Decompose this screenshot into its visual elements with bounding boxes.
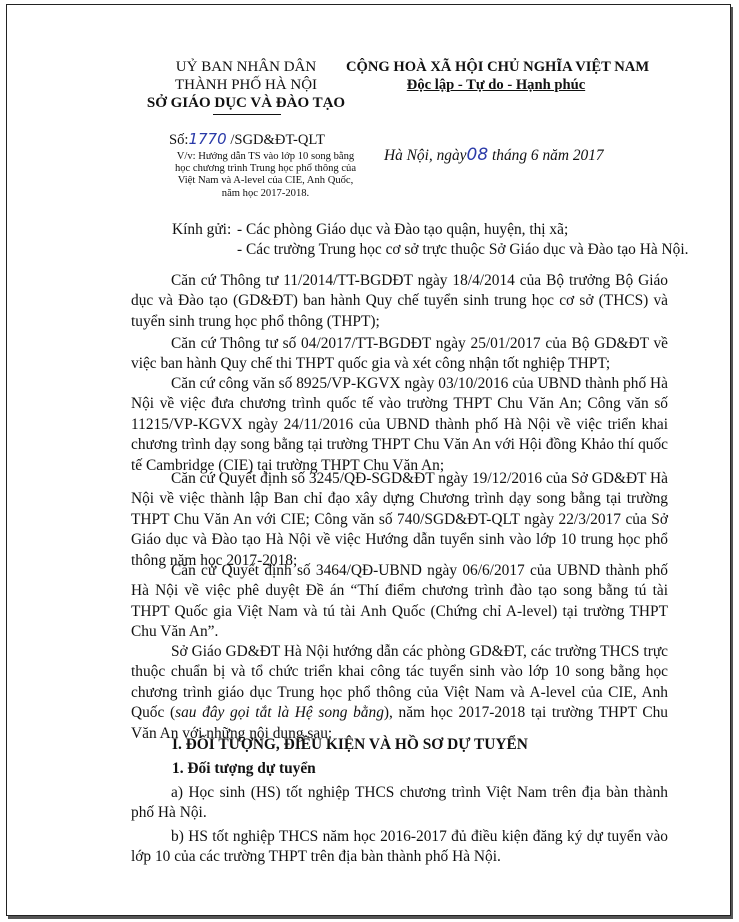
body-paragraph-4: Căn cứ Quyết định số 3245/QĐ-SGD&ĐT ngày 19/12/2016 của Sở GD&ĐT Hà Nội về việc thành lập Ban chỉ đạo xây dựng Chương trình dạy song bằng tại trường THPT Chu Văn An với CIE; Công văn số 740/SGD&ĐT-QLT ngày 22/3/2017 của Sở Giáo dục và Đào tạo Hà Nội về việc Hướng dẫn tuyển sinh vào lớp 10 trung học phổ thông năm học 2017-2018; bbox=[131, 470, 668, 569]
body-paragraph-6: Sở Giáo GD&ĐT Hà Nội hướng dẫn các phòng GD&ĐT, các trường THCS trực thuộc chuẩn bị và tổ chức triển khai công tác tuyển sinh vào lớp 10 song bằng học chương trình giáo dục Trung học phổ thông của Việt Nam và A-level của CIE, Anh Quốc (sau đây gọi tắt là Hệ song bằng), năm học 2017-2018 tại trường THPT Chu Văn An với những nội dung sau: bbox=[131, 643, 668, 742]
body-paragraph-1: Căn cứ Thông tư 11/2014/TT-BGDĐT ngày 18/4/2014 của Bộ trưởng Bộ Giáo dục và Đào tạo (GD&ĐT) ban hành Quy chế tuyển sinh trung học cơ sở (THCS) và tuyển sinh trung học phổ thông (THPT); bbox=[131, 272, 668, 330]
recipients-label: Kính gửi: bbox=[172, 221, 232, 238]
section-heading: I. ĐỐI TƯỢNG, ĐIỀU KIỆN VÀ HỒ SƠ DỰ TUYỂN bbox=[172, 736, 528, 753]
org-underline bbox=[213, 114, 281, 115]
date-prefix: Hà Nội, ngày bbox=[384, 147, 467, 164]
recipient-line: - Các phòng Giáo dục và Đào tạo quận, huyện, thị xã; bbox=[237, 221, 569, 238]
document-number-suffix: /SGD&ĐT-QLT bbox=[230, 132, 325, 148]
recipient-line: - Các trường Trung học cơ sở trực thuộc Sở Giáo dục và Đào tạo Hà Nội. bbox=[237, 241, 689, 258]
italic-phrase: sau đây gọi tắt là Hệ song bằng bbox=[175, 704, 384, 722]
document-number-label: Số: bbox=[169, 132, 189, 148]
body-paragraph-5: Căn cứ Quyết định số 3464/QĐ-UBND ngày 06/6/2017 của UBND thành phố Hà Nội về việc phê duyệt Đề án “Thí điểm chương trình đào tạo song bằng tú tài THPT Quốc gia Việt Nam và tú tài Anh Quốc (Chứng chỉ A-level) tại trường THPT Chu Văn An”. bbox=[131, 562, 668, 641]
body-paragraph-2: Căn cứ Thông tư số 04/2017/TT-BGDĐT ngày 25/01/2017 của Bộ GD&ĐT về việc ban hành Quy chế thi THPT quốc gia và xét công nhận tốt nghiệp THPT; bbox=[131, 335, 668, 373]
date-suffix: tháng 6 năm 2017 bbox=[492, 147, 604, 164]
nation-motto bbox=[346, 77, 646, 94]
document-number bbox=[169, 130, 325, 149]
subsection-heading: 1. Đối tượng dự tuyển bbox=[172, 760, 316, 777]
subject-line: học chương trình Trung học phổ thông của bbox=[174, 163, 357, 175]
subject-block bbox=[163, 151, 368, 200]
body-paragraph-3: Căn cứ công văn số 8925/VP-KGVX ngày 03/10/2016 của UBND thành phố Hà Nội về việc đưa chương trình quốc tế vào trường THPT Chu Văn An; Công văn số 11215/VP-KGVX ngày 24/11/2016 của UBND thành phố Hà Nội về việc triển khai chương trình dạy song bằng tại trường THPT Chu Văn An với Hội đồng Khảo thí quốc tế Cambridge (CIE) tại trường THPT Chu Văn An; bbox=[131, 375, 668, 474]
nation-title: CỘNG HOÀ XÃ HỘI CHỦ NGHĨA VIỆT NAM bbox=[346, 59, 650, 75]
org-name-line1: UỶ BAN NHÂN DÂN bbox=[175, 59, 317, 75]
nation-motto-text: Độc lập - Tự do - Hạnh phúc bbox=[406, 77, 586, 93]
handwritten-number: 1770 bbox=[188, 130, 227, 148]
document-date bbox=[384, 145, 604, 165]
item-a: a) Học sinh (HS) tốt nghiệp THCS chương trình Việt Nam trên địa bàn thành phố Hà Nội. bbox=[131, 784, 668, 822]
subject-line: Việt Nam và A-level của CIE, Anh Quốc, bbox=[177, 175, 354, 187]
item-b: b) HS tốt nghiệp THCS năm học 2016-2017 đủ điều kiện đăng ký dự tuyển vào lớp 10 của các trường THPT trên địa bàn thành phố Hà Nội. bbox=[131, 828, 668, 866]
subject-line: V/v: Hướng dẫn TS vào lớp 10 song bằng bbox=[176, 151, 355, 162]
org-name-line3: SỞ GIÁO DỤC VÀ ĐÀO TẠO bbox=[146, 95, 346, 111]
org-name-line2: THÀNH PHỐ HÀ NỘI bbox=[174, 77, 318, 93]
subject-line: năm học 2017-2018. bbox=[221, 187, 310, 199]
handwritten-day: 08 bbox=[466, 145, 489, 165]
